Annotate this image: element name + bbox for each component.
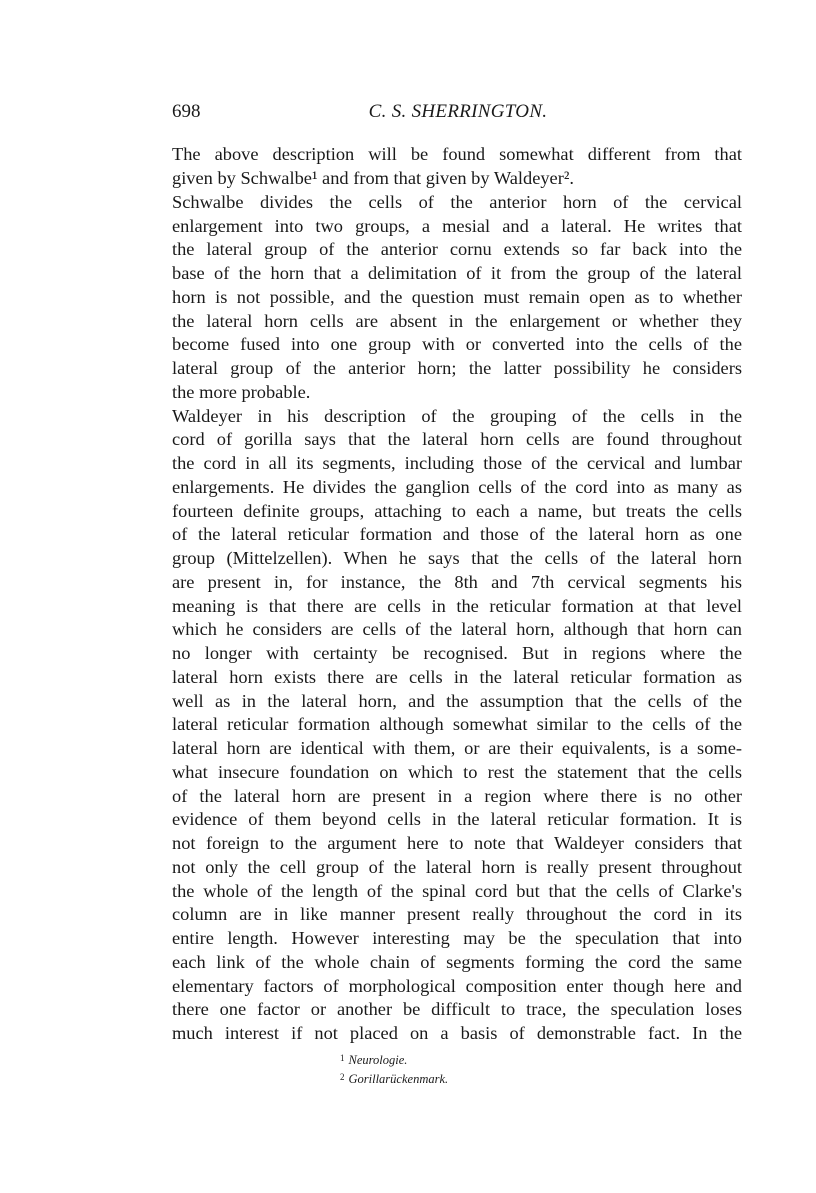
text-line: group (Mittelzellen). When he says that the cells of the lateral horn — [172, 548, 742, 568]
text-line: much interest if not placed on a basis of demonstrable fact. In the — [172, 1023, 742, 1043]
footnote-mark: 1 — [340, 1053, 345, 1063]
text-line: base of the horn that a delimitation of it from the group of the lateral — [172, 263, 742, 283]
text-line: column are in like manner present really throughout the cord in its — [172, 904, 742, 924]
page-header — [172, 101, 744, 127]
text-line — [172, 142, 742, 166]
text-line: fourteen definite groups, attaching to each a name, but treats the cells — [172, 501, 742, 521]
footnote-mark: 2 — [340, 1072, 345, 1082]
text-line: lateral reticular formation although somewhat similar to the cells of the — [172, 714, 742, 734]
running-head: C. S. SHERRINGTON. — [368, 101, 548, 122]
text-line: the more probable. — [172, 382, 311, 402]
footnote-1 — [340, 1049, 407, 1067]
text-line: there one factor or another be difficult to trace, the speculation loses — [172, 999, 742, 1019]
text-line: well as in the lateral horn, and the assumption that the cells of the — [172, 691, 742, 711]
text-line: lateral group of the anterior horn; the latter possibility he considers — [172, 358, 742, 378]
text-line: the whole of the length of the spinal cord but that the cells of Clarke's — [172, 881, 742, 901]
text-line: of the lateral reticular formation and those of the lateral horn as one — [172, 524, 742, 544]
text-line: meaning is that there are cells in the reticular formation at that level — [172, 596, 742, 616]
text-line: which he considers are cells of the lateral horn, although that horn can — [172, 619, 742, 639]
text-line: enlargement into two groups, a mesial and a lateral. He writes that — [172, 216, 742, 236]
text-line: enlargements. He divides the ganglion cells of the cord into as many as — [172, 477, 742, 497]
text-line: entire length. However interesting may be the speculation that into — [172, 928, 742, 948]
text-line: not foreign to the argument here to note that Waldeyer considers that — [172, 833, 742, 853]
text-line: become fused into one group with or converted into the cells of the — [172, 334, 742, 354]
footnote-text: Neurologie. — [348, 1053, 408, 1067]
text-line: what insecure foundation on which to rest the statement that the cells — [172, 762, 742, 782]
text-line: Waldeyer in his description of the grouping of the cells in the — [172, 406, 742, 426]
text-line: the lateral horn cells are absent in the enlargement or whether they — [172, 311, 742, 331]
text-line: Schwalbe divides the cells of the anterior horn of the cervical — [172, 192, 742, 212]
text-line: are present in, for instance, the 8th and 7th cervical segments his — [172, 572, 742, 592]
text-line: lateral horn exists there are cells in the lateral reticular formation as — [172, 667, 742, 687]
text-line: of the lateral horn are present in a region where there is no other — [172, 786, 742, 806]
text-line: the cord in all its segments, including those of the cervical and lumbar — [172, 453, 742, 473]
page-number: 698 — [172, 101, 201, 122]
text-line: each link of the whole chain of segments forming the cord the same — [172, 952, 742, 972]
text-line: lateral horn are identical with them, or are their equivalents, is a some- — [172, 738, 742, 758]
text-line: given by Schwalbe¹ and from that given by Waldeyer². — [172, 168, 574, 188]
text-line: no longer with certainty be recognised. But in regions where the — [172, 643, 742, 663]
text-line: horn is not possible, and the question must remain open as to whether — [172, 287, 742, 307]
text-line: not only the cell group of the lateral horn is really present throughout — [172, 857, 742, 877]
line-text: The above description will be found somewhat different from that — [172, 144, 742, 164]
text-line: cord of gorilla says that the lateral horn cells are found throughout — [172, 429, 742, 449]
text-line: evidence of them beyond cells in the lateral reticular formation. It is — [172, 809, 742, 829]
text-line: the lateral group of the anterior cornu extends so far back into the — [172, 239, 742, 259]
text-line: elementary factors of morphological composition enter though here and — [172, 976, 742, 996]
footnote-text: Gorillarückenmark. — [348, 1072, 449, 1086]
footnote-2 — [340, 1068, 448, 1086]
